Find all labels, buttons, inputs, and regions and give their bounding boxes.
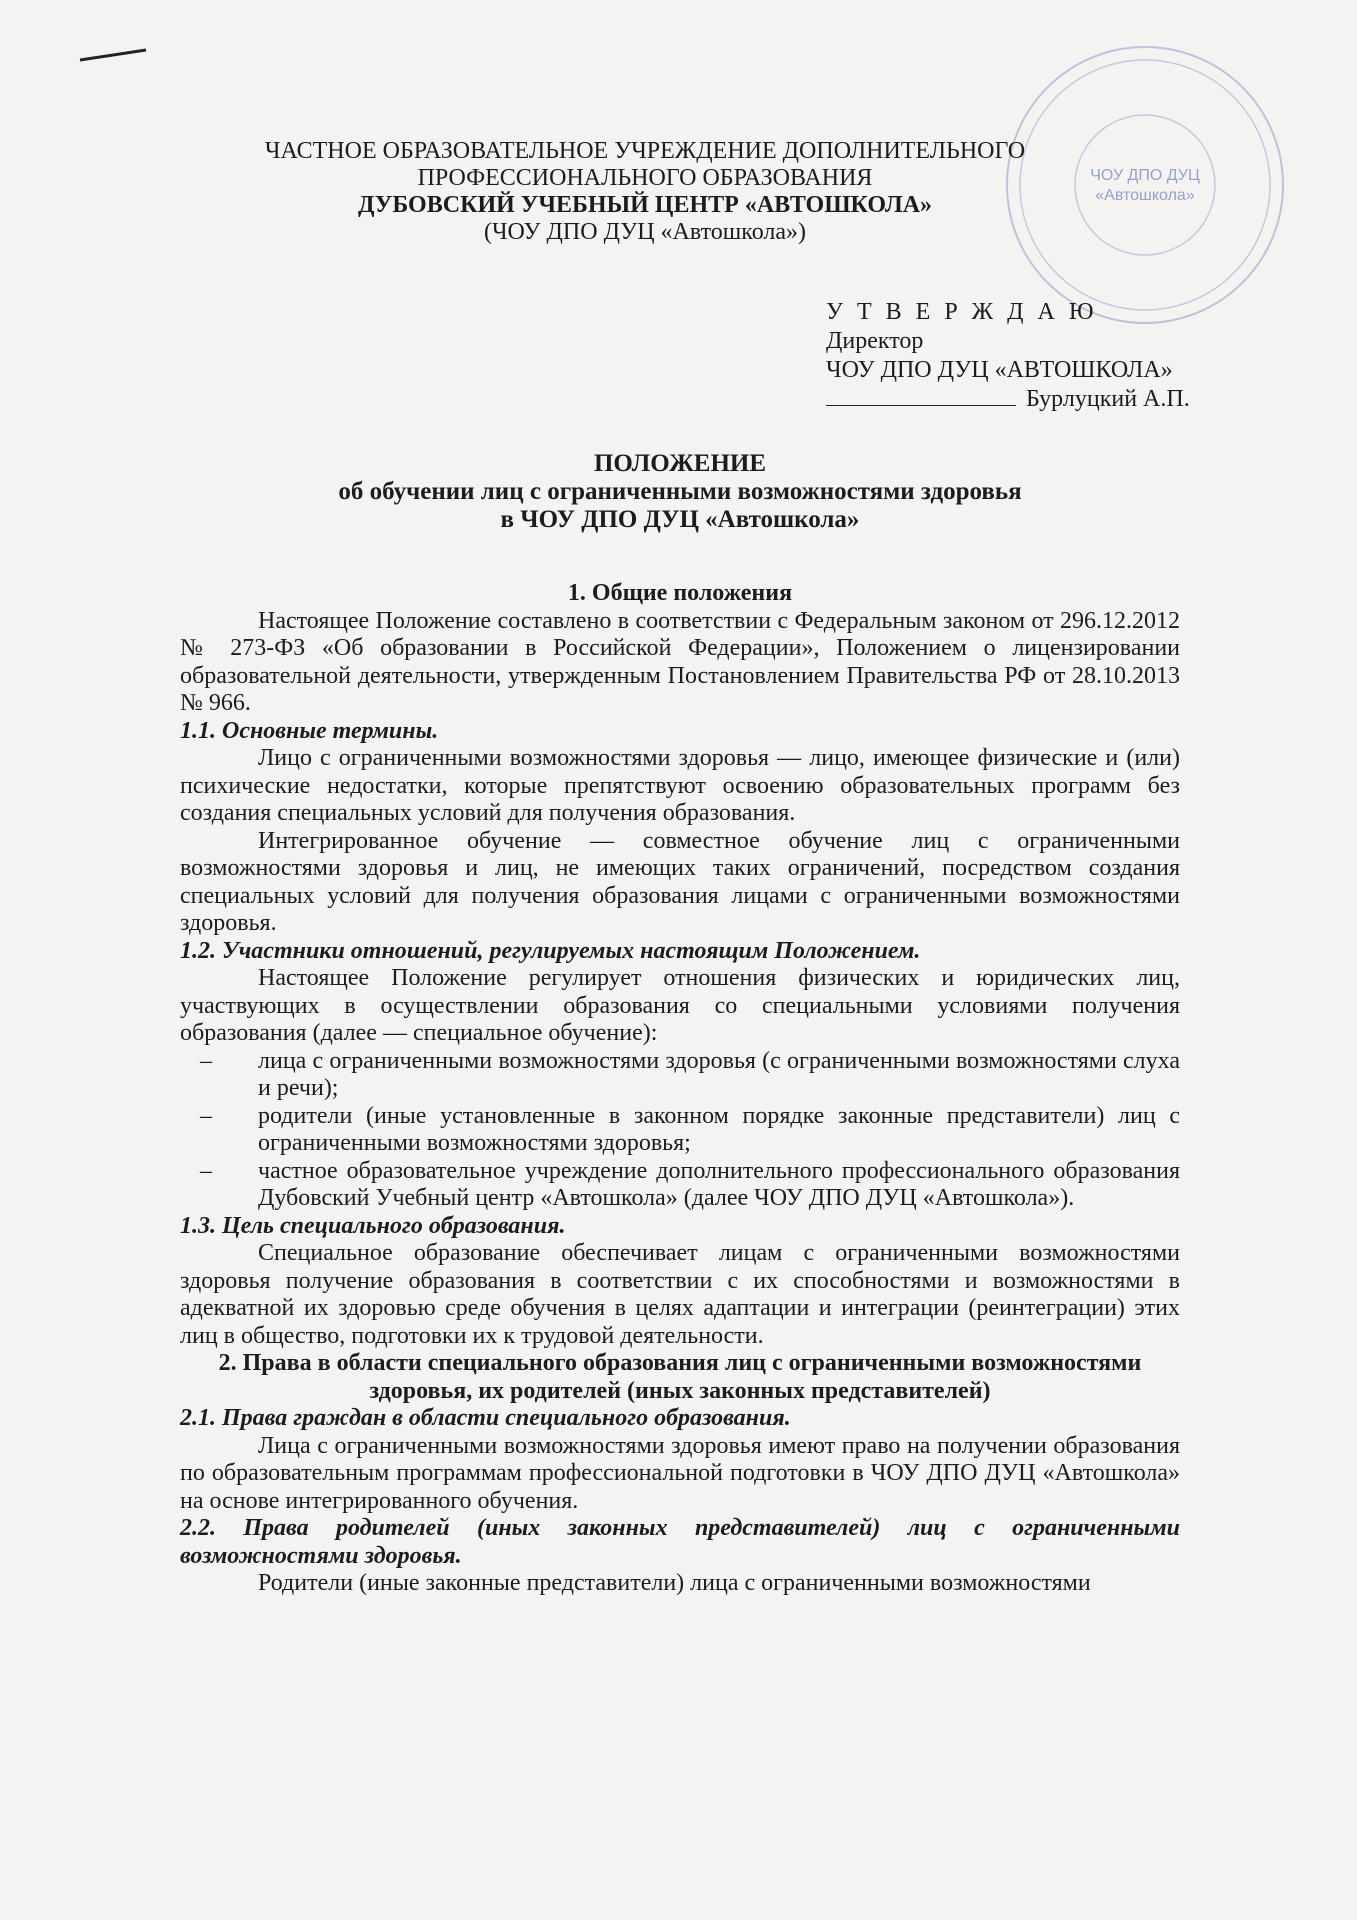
header-line-4: (ЧОУ ДПО ДУЦ «Автошкола») [483,219,807,245]
approval-title: У Т В Е Р Ж Д А Ю [826,299,1098,325]
organization-header [230,138,1060,246]
section-2-1-heading: 2.1. Права граждан в области специального образования. [180,1405,791,1431]
section-1-2-heading: 1.2. Участники отношений, регулируемых настоящим Положением. [180,937,921,964]
dash-bullet: – [200,1102,212,1129]
section-2-heading-line-1: 2. Права в области специального образования лиц с ограниченными возможностями [218,1350,1142,1376]
dash-bullet: – [200,1157,212,1184]
scan-mark-stroke [78,48,148,62]
participants-list [180,1048,1180,1213]
list-item [180,1103,1180,1158]
approval-position: Директор [826,328,924,354]
section-1-1-paragraph-1: Лицо с ограниченными возможностями здоровья — лицо, имеющее физические и (или) психические недостатки, которые препятствуют освоению образовательных программ без создания специальных условий для получения образования. [180,745,1180,826]
dash-bullet: – [200,1047,212,1074]
list-item [180,1158,1180,1213]
section-1-intro: Настоящее Положение составлено в соответствии с Федеральным законом от 296.12.2012 № 273-ФЗ «Об образовании в Российской Федерации», Положением о лицензировании образовательной деятельности, утвержденным Постановлением Правительства РФ от 28.10.2013 № 966. [180,607,1180,716]
document-subtitle-1: об обучении лиц с ограниченными возможностями здоровья [338,478,1022,505]
section-1-heading: 1. Общие положения [567,580,793,606]
section-1-3-heading: 1.3. Цель специального образования. [180,1212,566,1239]
approval-signer: Бурлуцкий А.П. [1026,386,1190,412]
stamp-center-text-2: «Автошкола» [1095,187,1195,204]
approval-organization: ЧОУ ДПО ДУЦ «АВТОШКОЛА» [826,357,1173,383]
section-1-1-paragraph-2: Интегрированное обучение — совместное обучение лиц с ограниченными возможностями здоровья и лиц, не имеющих таких ограничений, посредством создания специальных условий для получения образования лицами с ограниченными возможностями здоровья. [180,827,1180,936]
header-line-2: ПРОФЕССИОНАЛЬНОГО ОБРАЗОВАНИЯ [417,165,873,191]
list-item-text: родители (иные установленные в законном порядке законные представители) лиц с ограниченными возможностями здоровья; [258,1102,1180,1156]
list-item [180,1048,1180,1103]
section-1-1-heading: 1.1. Основные термины. [180,717,439,744]
section-1-2-paragraph-1: Настоящее Положение регулирует отношения физических и юридических лиц, участвующих в осуществлении образования со специальными условиями получения образования (далее — специальное обучение): [180,965,1180,1046]
document-title-block [180,450,1180,534]
section-2-2-heading: 2.2. Права родителей (иных законных представителей) лиц с ограниченными возможностями здоровья. [180,1515,1180,1569]
section-2-heading-line-2: здоровья, их родителей (иных законных представителей) [369,1377,991,1404]
approval-block [826,298,1226,414]
list-item-text: частное образовательное учреждение дополнительного профессионального образования Дубовский Учебный центр «Автошкола» (далее ЧОУ ДПО ДУЦ «Автошкола»). [258,1157,1180,1211]
document-body [180,580,1180,1598]
signature-line [826,405,1016,406]
stamp-center-text-1: ЧОУ ДПО ДУЦ [1090,167,1200,184]
section-1-3-paragraph-1: Специальное образование обеспечивает лицам с ограниченными возможностями здоровья получение образования в соответствии с их способностями и возможностями в адекватной их здоровью среде обучения в целях адаптации и интеграции (реинтеграции) этих лиц в общество, подготовки их к трудовой деятельности. [180,1240,1180,1349]
header-line-3: ДУБОВСКИЙ УЧЕБНЫЙ ЦЕНТР «АВТОШКОЛА» [357,192,933,218]
section-2-1-paragraph-1: Лица с ограниченными возможностями здоровья имеют право на получении образования по образовательным программам профессиональной подготовки в ЧОУ ДПО ДУЦ «Автошкола» на основе интегрированного обучения. [180,1432,1180,1514]
header-line-1: ЧАСТНОЕ ОБРАЗОВАТЕЛЬНОЕ УЧРЕЖДЕНИЕ ДОПОЛНИТЕЛЬНОГО [264,138,1026,164]
list-item-text: лица с ограниченными возможностями здоровья (с ограниченными возможностями слуха и речи); [258,1047,1180,1101]
document-title: ПОЛОЖЕНИЕ [593,450,767,477]
approval-signature-row [826,385,1226,414]
section-2-2-paragraph-1: Родители (иные законные представители) лица с ограниченными возможностями [258,1570,1091,1596]
document-subtitle-2: в ЧОУ ДПО ДУЦ «Автошкола» [500,506,860,533]
